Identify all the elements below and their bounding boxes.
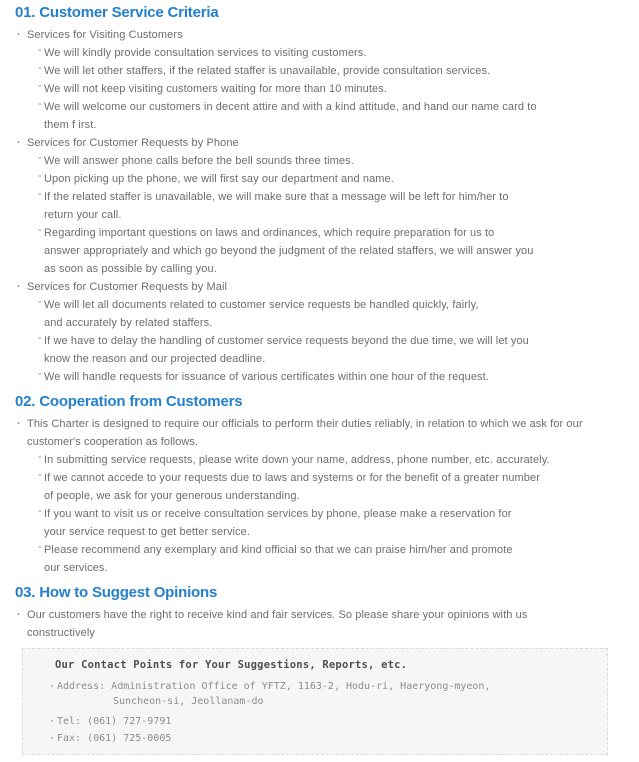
sub-list-item: - Upon picking up the phone, we will first say our department and name. (15, 170, 639, 188)
sub-list-item: - Please recommend any exemplary and kind official so that we can praise him/her and promote (15, 541, 639, 559)
section-title: 02. Cooperation from Customers (15, 393, 243, 410)
list-item: · This Charter is designed to require our officials to perform their duties reliably, in relation to which we ask for our (15, 415, 639, 433)
sub-list-item: - If the related staffer is unavailable, we will make sure that a message will be left for him/her to (15, 188, 639, 206)
wrapped-line: and accurately by related staffers. (44, 317, 213, 329)
contact-line-wrapped: Suncheon-si, Jeollanam-do (113, 696, 264, 707)
wrapped-line: answer appropriately and which go beyond the judgment of the related staffers, we will answer you (44, 245, 534, 257)
contact-box-title: Our Contact Points for Your Suggestions, Reports, etc. (55, 659, 408, 671)
sub-list-item: - We will not keep visiting customers waiting for more than 10 minutes. (15, 80, 639, 98)
sub-list-item: - We will answer phone calls before the bell sounds three times. (15, 152, 639, 170)
wrapped-line: your service request to get better service. (44, 526, 251, 538)
wrapped-line: our services. (44, 562, 108, 574)
contact-item (49, 714, 607, 729)
wrapped-line: them f irst. (44, 119, 97, 131)
sub-list-item: - We will welcome our customers in decent attire and with a kind attitude, and hand our name card to (15, 98, 639, 116)
sub-list-item: - We will let all documents related to customer service requests be handled quickly, fairly, (15, 296, 639, 314)
contact-line: · Tel: (061) 727-9791 (49, 714, 607, 729)
contact-box-items (49, 679, 607, 746)
list-item: · Services for Customer Requests by Phone (15, 134, 639, 152)
contact-line: · Address: Administration Office of YFTZ, 1163-2, Hodu-ri, Haeryong-myeon, (49, 679, 607, 694)
wrapped-line: constructively (27, 627, 96, 639)
sub-list-item: - If we have to delay the handling of customer service requests beyond the due time, we will let you (15, 332, 639, 350)
list-item: · Our customers have the right to receive kind and fair services. So please share your opinions with us (15, 606, 639, 624)
contact-item (49, 731, 607, 746)
wrapped-line: as soon as possible by calling you. (44, 263, 217, 275)
wrapped-line: return your call. (44, 209, 122, 221)
contact-item (49, 679, 607, 709)
section-title: 03. How to Suggest Opinions (15, 584, 218, 601)
section-title: 01. Customer Service Criteria (15, 4, 219, 21)
wrapped-line: of people, we ask for your generous understanding. (44, 490, 300, 502)
wrapped-line: customer's cooperation as follows. (27, 436, 199, 448)
sub-list-item: - If we cannot accede to your requests due to laws and systems or for the benefit of a greater number (15, 469, 639, 487)
sub-list-item: - We will let other staffers, if the related staffer is unavailable, provide consultation services. (15, 62, 639, 80)
sub-list-item: - If you want to visit us or receive consultation services by phone, please make a reservation for (15, 505, 639, 523)
list-item: · Services for Visiting Customers (15, 26, 639, 44)
wrapped-line: know the reason and our projected deadline. (44, 353, 266, 365)
sub-list-item: - In submitting service requests, please write down your name, address, phone number, etc. accurately. (15, 451, 639, 469)
list-item: · Services for Customer Requests by Mail (15, 278, 639, 296)
sub-list-item: - Regarding important questions on laws and ordinances, which require preparation for us to (15, 224, 639, 242)
sub-list-item: - We will handle requests for issuance of various certificates within one hour of the request. (15, 368, 639, 386)
contact-box (22, 648, 608, 755)
contact-line: · Fax: (061) 725-0005 (49, 731, 607, 746)
sub-list-item: - We will kindly provide consultation services to visiting customers. (15, 44, 639, 62)
charter-sections (15, 3, 639, 642)
